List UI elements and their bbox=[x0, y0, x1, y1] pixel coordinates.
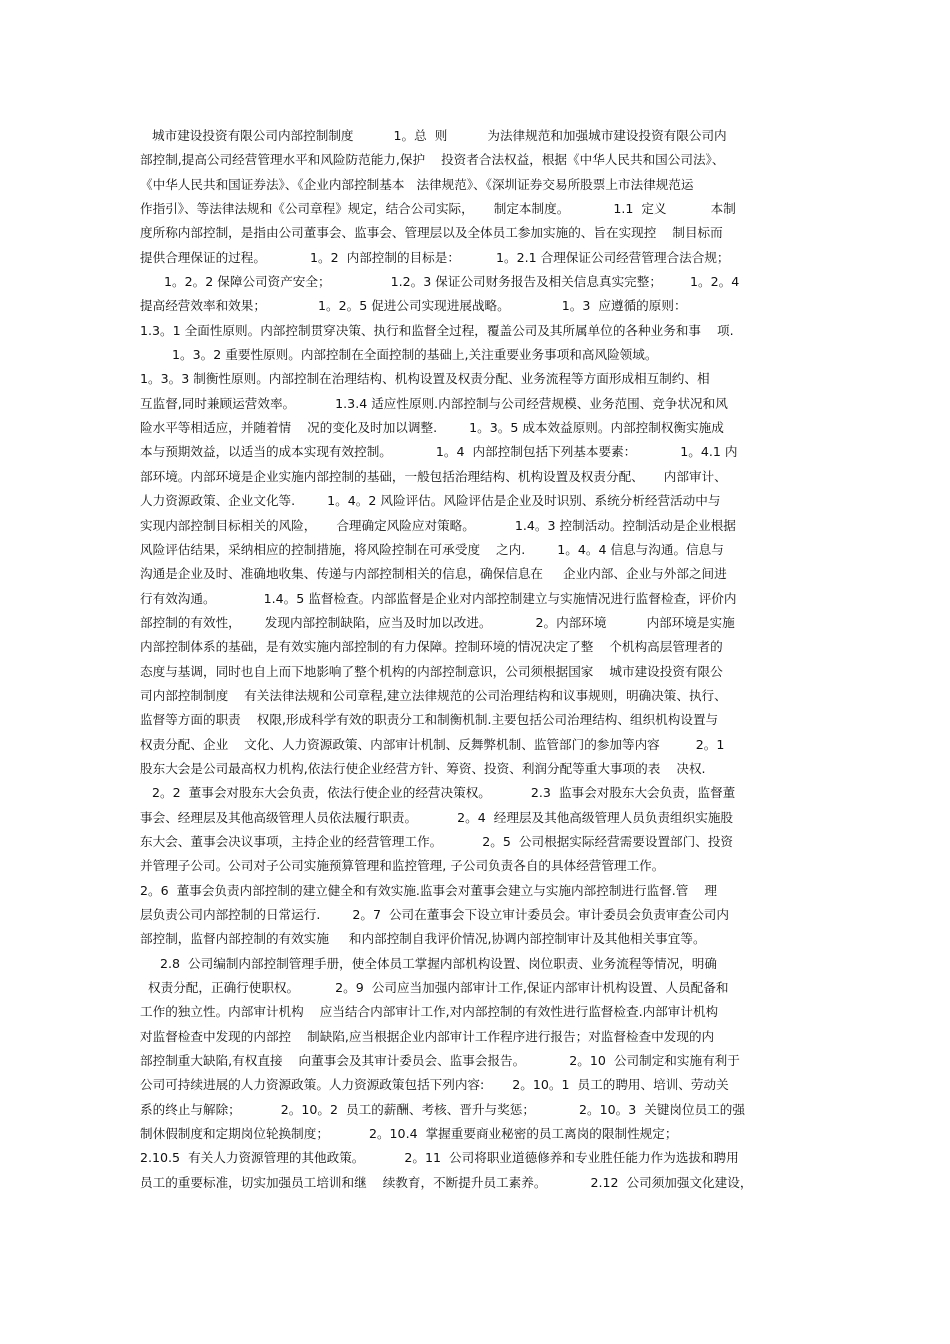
text-line: 监督等方面的职责 权限,形成科学有效的职责分工和制衡机制.主要包括公司治理结构、组织机构设置与 bbox=[140, 712, 719, 728]
body-text bbox=[140, 124, 812, 1195]
text-line: 部控制,提高公司经营管理水平和风险防范能力,保护 投资者合法权益，根据《中华人民共和国公司法》、 bbox=[140, 152, 725, 168]
text-line: 股东大会是公司最高权力机构,依法行使企业经营方针、筹资、投资、利润分配等重大事项的表 决权. bbox=[140, 760, 706, 776]
text-line: 部控制的有效性， 发现内部控制缺陷，应当及时加以改进。 2。内部环境 内部环境是实施 bbox=[140, 614, 735, 630]
text-line: 司内部控制制度 有关法律法规和公司章程,建立法律规范的公司治理结构和议事规则，明确决策、执行、 bbox=[140, 687, 727, 703]
text-line: 1.3。1 全面性原则。内部控制贯穿决策、执行和监督全过程，覆盖公司及其所属单位的各种业务和事 项. bbox=[140, 322, 734, 338]
text-line: 并管理子公司。公司对子公司实施预算管理和监控管理, 子公司负责各自的具体经营管理工作。 bbox=[140, 858, 665, 874]
text-line: 作指引》、等法律法规和《公司章程》规定，结合公司实际， 制定本制度。 1.1 定义 本制 bbox=[140, 201, 736, 217]
text-line: 沟通是企业及时、准确地收集、传递与内部控制相关的信息，确保信息在 企业内部、企业与外部之间进 bbox=[140, 566, 727, 582]
text-line: 层负责公司内部控制的日常运行. 2。7 公司在董事会下设立审计委员会。审计委员会负责审查公司内 bbox=[140, 907, 729, 922]
text-line: 部控制重大缺陷,有权直接 向董事会及其审计委员会、监事会报告。 2。10 公司制定和实施有利于 bbox=[140, 1053, 740, 1069]
text-line: 东大会、董事会决议事项，主持企业的经营管理工作。 2。5 公司根据实际经营需要设置部门、投资 bbox=[140, 833, 734, 849]
text-line: 2.8 公司编制内部控制管理手册，使全体员工掌握内部机构设置、岗位职责、业务流程等情况，明确 bbox=[140, 955, 717, 971]
text-line: 部控制，监督内部控制的有效实施 和内部控制自我评价情况,协调内部控制审计及其他相关事宜等。 bbox=[140, 931, 706, 947]
text-line: 员工的重要标准，切实加强员工培训和继 续教育，不断提升员工素养。 2.12 公司须加强文化建设， bbox=[140, 1174, 753, 1190]
text-line: 人力资源政策、企业文化等. 1。4。2 风险评估。风险评估是企业及时识别、系统分析经营活动中与 bbox=[140, 493, 721, 509]
text-line: 对监督检查中发现的内部控 制缺陷,应当根据企业内部审计工作程序进行报告；对监督检查中发现的内 bbox=[140, 1028, 715, 1044]
text-line: 态度与基调，同时也自上而下地影响了整个机构的内部控制意识，公司须根据国家 城市建设投资有限公 bbox=[140, 663, 723, 679]
text-line: 事会、经理层及其他高级管理人员依法履行职责。 2。4 经理层及其他高级管理人员负责组织实施股 bbox=[140, 809, 734, 825]
text-line: 权责分配，正确行使职权。 2。9 公司应当加强内部审计工作,保证内部审计机构设置、人员配备和 bbox=[140, 980, 729, 996]
text-line: 内部控制体系的基础，是有效实施内部控制的有力保障。控制环境的情况决定了整 个机构高层管理者的 bbox=[140, 639, 723, 655]
text-line: 1。2。2 保障公司资产安全； 1.2。3 保证公司财务报告及相关信息真实完整； 1。2。4 bbox=[140, 274, 740, 290]
text-line: 权责分配、企业 文化、人力资源政策、内部审计机制、反舞弊机制、监管部门的参加等内容 2。1 bbox=[140, 736, 725, 752]
text-line: 城市建设投资有限公司内部控制制度 1。总 则 为法律规范和加强城市建设投资有限公司内 bbox=[140, 128, 727, 143]
text-line: 公司可持续进展的人力资源政策。人力资源政策包括下列内容: 2。10。1 员工的聘用、培训、劳动关 bbox=[140, 1077, 729, 1093]
text-line: 度所称内部控制，是指由公司董事会、监事会、管理层以及全体员工参加实施的、旨在实现控 制目标而 bbox=[140, 225, 723, 241]
text-line: 险水平等相适应，并随着情 况的变化及时加以调整. 1。3。5 成本效益原则。内部控制权衡实施成 bbox=[140, 420, 724, 436]
text-line: 2.10.5 有关人力资源管理的其他政策。 2。11 公司将职业道德修养和专业胜任能力作为选拔和聘用 bbox=[140, 1150, 739, 1166]
text-line: 风险评估结果，采纳相应的控制措施，将风险控制在可承受度 之内. 1。4。4 信息与沟通。信息与 bbox=[140, 541, 724, 557]
text-line: 部环境。内部环境是企业实施内部控制的基础，一般包括治理结构、机构设置及权责分配、 内部审计、 bbox=[140, 468, 727, 484]
text-line: 行有效沟通。 1.4。5 监督检查。内部监督是企业对内部控制建立与实施情况进行监督检查，评价内 bbox=[140, 590, 737, 606]
text-line: 《中华人民共和国证券法》、《企业内部控制基本 法律规范》、《深圳证券交易所股票上市法律规范运 bbox=[140, 176, 694, 192]
text-line: 1。3。2 重要性原则。内部控制在全面控制的基础上,关注重要业务事项和高风险领域。 bbox=[140, 347, 658, 363]
text-line: 提供合理保证的过程。 1。2 内部控制的目标是： 1。2.1 合理保证公司经营管理合法合规； bbox=[140, 249, 730, 265]
text-line: 互监督,同时兼顾运营效率。 1.3.4 适应性原则.内部控制与公司经营规模、业务范围、竞争状况和风 bbox=[140, 395, 728, 411]
text-line: 2。6 董事会负责内部控制的建立健全和有效实施.监事会对董事会建立与实施内部控制进行监督.管 理 bbox=[140, 882, 717, 898]
text-line: 系的终止与解除； 2。10。2 员工的薪酬、考核、晋升与奖惩； 2。10。3 关键岗位员工的强 bbox=[140, 1101, 745, 1117]
text-line: 实现内部控制目标相关的风险， 合理确定风险应对策略。 1.4。3 控制活动。控制活动是企业根据 bbox=[140, 517, 736, 533]
text-line: 提高经营效率和效果； 1。2。5 促进公司实现进展战略。 1。3 应遵循的原则： bbox=[140, 298, 687, 314]
text-line: 工作的独立性。内部审计机构 应当结合内部审计工作,对内部控制的有效性进行监督检查.内部审计机构 bbox=[140, 1004, 719, 1020]
text-line: 1。3。3 制衡性原则。内部控制在治理结构、机构设置及权责分配、业务流程等方面形成相互制约、相 bbox=[140, 371, 710, 387]
text-line: 制休假制度和定期岗位轮换制度； 2。10.4 掌握重要商业秘密的员工离岗的限制性规定； bbox=[140, 1126, 678, 1142]
text-line: 2。2 董事会对股东大会负责，依法行使企业的经营决策权。 2.3 监事会对股东大会负责，监督董 bbox=[140, 785, 736, 801]
text-line: 本与预期效益，以适当的成本实现有效控制。 1。4 内部控制包括下列基本要素： 1。4.1 内 bbox=[140, 444, 738, 460]
